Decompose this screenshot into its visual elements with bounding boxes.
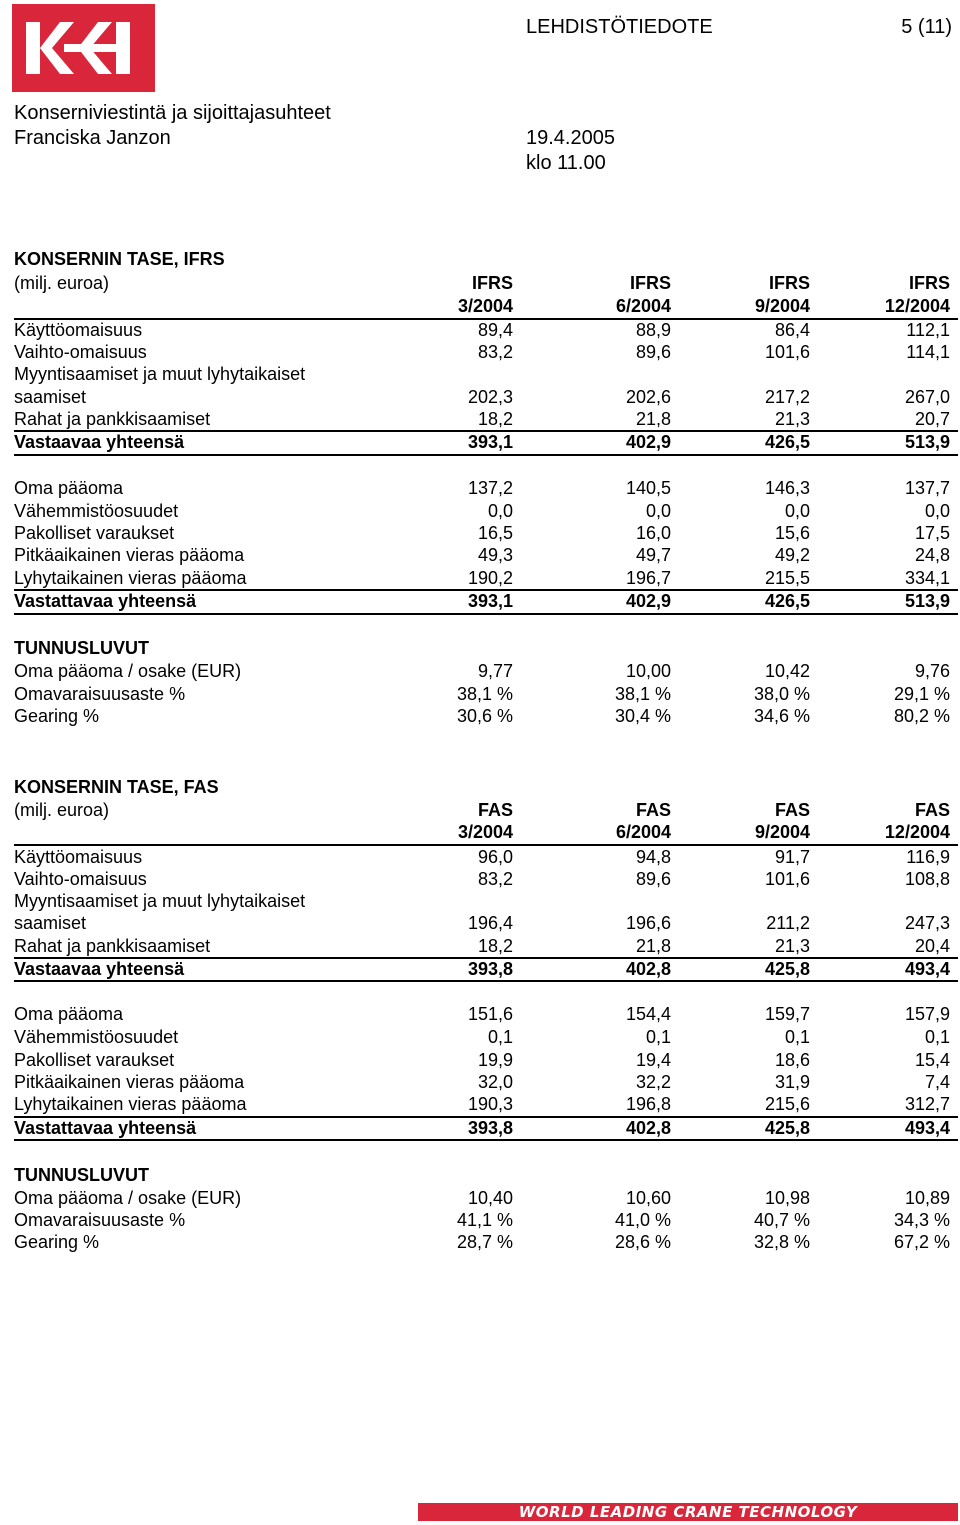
table-rule: [14, 844, 958, 846]
cell-value: 7,4: [924, 1072, 950, 1092]
cell-value: 21,8: [635, 936, 671, 956]
column-period: 3/2004: [457, 822, 513, 842]
cell-value: 312,7: [904, 1094, 950, 1114]
cell-value: 49,7: [635, 545, 671, 565]
cell-value: 425,8: [764, 1118, 810, 1138]
ratio-row: [14, 1188, 950, 1210]
row-label: Myyntisaamiset ja muut lyhytaikaiset: [14, 364, 306, 384]
table-rule: [14, 454, 958, 456]
cell-value: 267,0: [904, 387, 950, 407]
total-row: [14, 1118, 950, 1140]
cell-value: 140,5: [625, 478, 671, 498]
column-standard: IFRS: [908, 273, 950, 293]
cell-value: 202,6: [625, 387, 671, 407]
table-row: [14, 320, 950, 342]
table-row: [14, 1094, 950, 1116]
cell-value: 18,6: [774, 1050, 810, 1070]
total-row: [14, 959, 950, 981]
ifrs-section-title: KONSERNIN TASE, IFRS: [14, 249, 225, 269]
cell-value: 0,0: [924, 501, 950, 521]
column-period: 9/2004: [754, 822, 810, 842]
table-row: [14, 1004, 950, 1026]
cell-value: 0,1: [645, 1027, 671, 1047]
column-period: 9/2004: [754, 296, 810, 316]
cell-value: 83,2: [477, 342, 513, 362]
cell-value: 196,4: [467, 913, 513, 933]
cell-value: 89,6: [635, 869, 671, 889]
table-row: [14, 1027, 950, 1049]
table-row: [14, 891, 950, 913]
table-row: [14, 1050, 950, 1072]
column-standard: FAS: [477, 800, 513, 820]
cell-value: 28,6 %: [614, 1232, 671, 1252]
cell-value: 196,7: [625, 568, 671, 588]
release-time: klo 11.00: [526, 152, 606, 174]
cell-value: 493,4: [904, 959, 950, 979]
cell-value: 21,3: [774, 409, 810, 429]
table-rule: [14, 1139, 958, 1141]
cell-value: 211,2: [766, 913, 810, 933]
row-label: Lyhytaikainen vieras pääoma: [14, 1094, 247, 1114]
column-standard: FAS: [635, 800, 671, 820]
cell-value: 89,6: [635, 342, 671, 362]
cell-value: 426,5: [764, 432, 810, 452]
table-row: [14, 568, 950, 590]
column-standard: IFRS: [471, 273, 513, 293]
cell-value: 0,1: [487, 1027, 513, 1047]
cell-value: 41,0 %: [614, 1210, 671, 1230]
cell-value: 96,0: [477, 847, 513, 867]
ratio-row: [14, 1232, 950, 1254]
cell-value: 0,1: [784, 1027, 810, 1047]
cell-value: 38,0 %: [753, 684, 810, 704]
row-label: Oma pääoma: [14, 1004, 124, 1024]
cell-value: 402,9: [625, 591, 671, 611]
cell-value: 80,2 %: [893, 706, 950, 726]
ratio-row: [14, 706, 950, 728]
cell-value: 190,2: [467, 568, 513, 588]
unit-label: (milj. euroa): [14, 800, 110, 820]
row-label: Pakolliset varaukset: [14, 523, 175, 543]
cell-value: 30,4 %: [614, 706, 671, 726]
cell-value: 28,7 %: [456, 1232, 513, 1252]
table-row: [14, 913, 950, 935]
row-label: Käyttöomaisuus: [14, 847, 143, 867]
cell-value: 10,60: [625, 1188, 671, 1208]
total-row: [14, 591, 950, 613]
cell-value: 34,6 %: [753, 706, 810, 726]
table-row: [14, 545, 950, 567]
column-period: 6/2004: [615, 822, 671, 842]
row-label: Myyntisaamiset ja muut lyhytaikaiset: [14, 891, 306, 911]
cell-value: 24,8: [914, 545, 950, 565]
fas-column-header-standard: [14, 800, 950, 822]
cell-value: 215,5: [764, 568, 810, 588]
cell-value: 137,7: [904, 478, 950, 498]
ratios-title: TUNNUSLUVUT: [14, 1165, 149, 1185]
ifrs-column-header-standard: [14, 273, 950, 295]
cell-value: 49,3: [477, 545, 513, 565]
cell-value: 202,3: [467, 387, 513, 407]
cell-value: 15,6: [774, 523, 810, 543]
cell-value: 38,1 %: [614, 684, 671, 704]
row-label: Vastaavaa yhteensä: [14, 432, 185, 452]
konecranes-logo: [12, 4, 155, 92]
cell-value: 402,8: [625, 1118, 671, 1138]
cell-value: 0,1: [924, 1027, 950, 1047]
cell-value: 513,9: [904, 432, 950, 452]
column-period: 12/2004: [884, 296, 950, 316]
cell-value: 20,4: [914, 936, 950, 956]
cell-value: 393,8: [467, 959, 513, 979]
row-label: Gearing %: [14, 1232, 100, 1252]
row-label: Rahat ja pankkisaamiset: [14, 936, 211, 956]
department-name: Konserniviestintä ja sijoittajasuhteet: [14, 102, 331, 124]
cell-value: 31,9: [774, 1072, 810, 1092]
ifrs-column-header-period: [14, 296, 950, 318]
table-row: [14, 478, 950, 500]
cell-value: 217,2: [764, 387, 810, 407]
cell-value: 18,2: [477, 936, 513, 956]
cell-value: 32,2: [635, 1072, 671, 1092]
total-row: [14, 432, 950, 454]
row-label: Vastattavaa yhteensä: [14, 1118, 197, 1138]
cell-value: 101,6: [764, 342, 810, 362]
row-label: Rahat ja pankkisaamiset: [14, 409, 211, 429]
table-row: [14, 364, 950, 386]
cell-value: 86,4: [774, 320, 810, 340]
cell-value: 0,0: [784, 501, 810, 521]
cell-value: 21,8: [635, 409, 671, 429]
cell-value: 513,9: [904, 591, 950, 611]
cell-value: 0,0: [645, 501, 671, 521]
table-row: [14, 523, 950, 545]
cell-value: 10,98: [764, 1188, 810, 1208]
cell-value: 393,1: [467, 432, 513, 452]
column-standard: FAS: [914, 800, 950, 820]
cell-value: 108,8: [904, 869, 950, 889]
cell-value: 196,6: [625, 913, 671, 933]
cell-value: 16,5: [477, 523, 513, 543]
cell-value: 32,8 %: [753, 1232, 810, 1252]
column-period: 3/2004: [457, 296, 513, 316]
cell-value: 493,4: [904, 1118, 950, 1138]
cell-value: 94,8: [635, 847, 671, 867]
table-row: [14, 869, 950, 891]
cell-value: 215,6: [764, 1094, 810, 1114]
cell-value: 116,9: [906, 847, 950, 867]
column-period: 12/2004: [884, 822, 950, 842]
cell-value: 19,4: [635, 1050, 671, 1070]
cell-value: 19,9: [477, 1050, 513, 1070]
row-label: Pakolliset varaukset: [14, 1050, 175, 1070]
release-date: 19.4.2005: [526, 127, 615, 149]
cell-value: 83,2: [477, 869, 513, 889]
column-standard: IFRS: [768, 273, 810, 293]
column-period: 6/2004: [615, 296, 671, 316]
cell-value: 151,6: [467, 1004, 513, 1024]
cell-value: 20,7: [914, 409, 950, 429]
ratio-row: [14, 661, 950, 683]
cell-value: 10,42: [764, 661, 810, 681]
table-row: [14, 387, 950, 409]
cell-value: 32,0: [477, 1072, 513, 1092]
table-row: [14, 847, 950, 869]
row-label: Vaihto-omaisuus: [14, 869, 147, 889]
cell-value: 402,9: [625, 432, 671, 452]
row-label: Vastattavaa yhteensä: [14, 591, 197, 611]
cell-value: 154,4: [625, 1004, 671, 1024]
cell-value: 15,4: [914, 1050, 950, 1070]
row-label: Vähemmistöosuudet: [14, 1027, 179, 1047]
cell-value: 425,8: [764, 959, 810, 979]
fas-section-title: KONSERNIN TASE, FAS: [14, 777, 219, 797]
cell-value: 89,4: [477, 320, 513, 340]
cell-value: 40,7 %: [753, 1210, 810, 1230]
row-label-continued: saamiset: [14, 913, 87, 933]
cell-value: 426,5: [764, 591, 810, 611]
ratio-row: [14, 684, 950, 706]
row-label: Lyhytaikainen vieras pääoma: [14, 568, 247, 588]
cell-value: 17,5: [914, 523, 950, 543]
cell-value: 190,3: [467, 1094, 513, 1114]
row-label: Gearing %: [14, 706, 100, 726]
cell-value: 18,2: [477, 409, 513, 429]
cell-value: 10,89: [904, 1188, 950, 1208]
row-label: Vähemmistöosuudet: [14, 501, 179, 521]
cell-value: 402,8: [625, 959, 671, 979]
cell-value: 38,1 %: [456, 684, 513, 704]
row-label: Vastaavaa yhteensä: [14, 959, 185, 979]
footer-slogan-bar: [418, 1503, 958, 1521]
cell-value: 67,2 %: [893, 1232, 950, 1252]
cell-value: 101,6: [764, 869, 810, 889]
column-standard: FAS: [774, 800, 810, 820]
ratios-title: TUNNUSLUVUT: [14, 638, 149, 658]
cell-value: 157,9: [904, 1004, 950, 1024]
cell-value: 146,3: [764, 478, 810, 498]
cell-value: 21,3: [774, 936, 810, 956]
cell-value: 196,8: [625, 1094, 671, 1114]
cell-value: 41,1 %: [456, 1210, 513, 1230]
table-row: [14, 936, 950, 958]
cell-value: 10,00: [625, 661, 671, 681]
row-label-continued: saamiset: [14, 387, 87, 407]
row-label: Oma pääoma: [14, 478, 124, 498]
ratio-row: [14, 1210, 950, 1232]
page-number: 5 (11): [901, 16, 952, 38]
cell-value: 49,2: [774, 545, 810, 565]
row-label: Omavaraisuusaste %: [14, 1210, 186, 1230]
table-row: [14, 342, 950, 364]
table-row: [14, 409, 950, 431]
cell-value: 247,3: [904, 913, 950, 933]
row-label: Oma pääoma / osake (EUR): [14, 661, 242, 681]
table-row: [14, 501, 950, 523]
table-rule: [14, 613, 958, 615]
cell-value: 137,2: [467, 478, 513, 498]
table-rule: [14, 980, 958, 982]
row-label: Omavaraisuusaste %: [14, 684, 186, 704]
cell-value: 334,1: [904, 568, 950, 588]
document-type: LEHDISTÖTIEDOTE: [526, 16, 713, 38]
cell-value: 393,1: [467, 591, 513, 611]
cell-value: 91,7: [774, 847, 810, 867]
cell-value: 30,6 %: [456, 706, 513, 726]
cell-value: 0,0: [487, 501, 513, 521]
unit-label: (milj. euroa): [14, 273, 110, 293]
cell-value: 29,1 %: [893, 684, 950, 704]
cell-value: 16,0: [635, 523, 671, 543]
cell-value: 9,76: [914, 661, 950, 681]
row-label: Oma pääoma / osake (EUR): [14, 1188, 242, 1208]
row-label: Vaihto-omaisuus: [14, 342, 147, 362]
fas-column-header-period: [14, 822, 950, 844]
table-row: [14, 1072, 950, 1094]
column-standard: IFRS: [629, 273, 671, 293]
cell-value: 10,40: [467, 1188, 513, 1208]
cell-value: 34,3 %: [893, 1210, 950, 1230]
contact-person: Franciska Janzon: [14, 127, 171, 149]
footer-slogan: WORLD LEADING CRANE TECHNOLOGY: [518, 1503, 858, 1521]
cell-value: 159,7: [764, 1004, 810, 1024]
cell-value: 88,9: [635, 320, 671, 340]
row-label: Pitkäaikainen vieras pääoma: [14, 545, 245, 565]
cell-value: 393,8: [467, 1118, 513, 1138]
cell-value: 114,1: [906, 342, 950, 362]
cell-value: 9,77: [477, 661, 513, 681]
row-label: Käyttöomaisuus: [14, 320, 143, 340]
cell-value: 112,1: [906, 320, 950, 340]
row-label: Pitkäaikainen vieras pääoma: [14, 1072, 245, 1092]
